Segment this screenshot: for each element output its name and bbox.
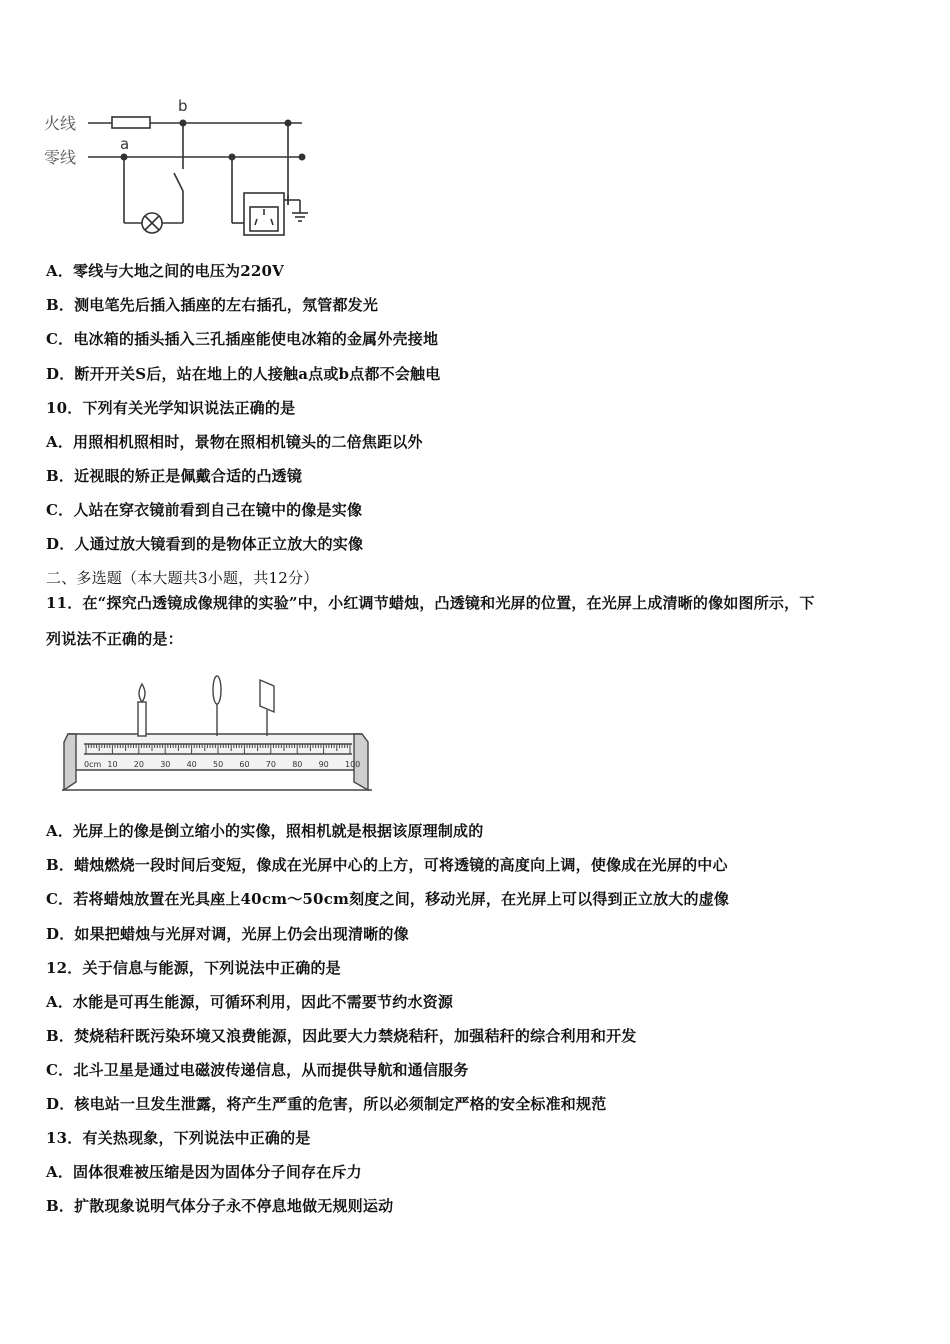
ruler-label: 40	[186, 760, 197, 769]
ruler-label: 0cm	[84, 760, 102, 769]
ruler-label: 10	[107, 760, 118, 769]
q11-stem-line2: 列说法不正确的是：	[46, 630, 183, 648]
ruler-label: 20	[133, 760, 144, 769]
q10-option-b: B．近视眼的矫正是佩戴合适的凸透镜	[46, 467, 303, 485]
q10-option-a: A．用照相机照相时，景物在照相机镜头的二倍焦距以外	[46, 433, 423, 451]
q9-option-a: A．零线与大地之间的电压为220V	[46, 262, 284, 280]
ruler-label: 50	[213, 760, 224, 769]
optical-bench-diagram	[62, 672, 382, 794]
q11-option-c: C．若将蜡烛放置在光具座上40cm～50cm刻度之间，移动光屏，在光屏上可以得到正立放大的虚像	[46, 890, 730, 908]
q11-stem-line1: 11．在“探究凸透镜成像规律的实验”中，小红调节蜡烛，凸透镜和光屏的位置，在光屏上成清晰的像如图所示，下	[46, 594, 815, 612]
section-title: 二、多选题（本大题共3小题，共12分）	[46, 569, 319, 587]
q11-option-a: A．光屏上的像是倒立缩小的实像，照相机就是根据该原理制成的	[46, 822, 484, 840]
ruler-label: 30	[160, 760, 171, 769]
ruler-label: 80	[292, 760, 303, 769]
ruler-label: 90	[318, 760, 329, 769]
ruler-label: 60	[239, 760, 250, 769]
neutral-wire-label: 零线	[44, 148, 77, 167]
q13-stem: 13．有关热现象，下列说法中正确的是	[46, 1129, 311, 1147]
q9-option-d: D．断开开关S后，站在地上的人接触a点或b点都不会触电	[46, 365, 441, 383]
household-circuit-diagram	[40, 95, 320, 245]
live-wire-label: 火线	[44, 114, 77, 133]
q12-option-a: A．水能是可再生能源，可循环利用，因此不需要节约水资源	[46, 993, 454, 1011]
q12-stem: 12．关于信息与能源，下列说法中正确的是	[46, 959, 341, 977]
point-a-label: a	[120, 135, 130, 153]
q12-option-d: D．核电站一旦发生泄露，将产生严重的危害，所以必须制定严格的安全标准和规范	[46, 1095, 607, 1113]
point-b-label: b	[178, 97, 188, 115]
q12-option-b: B．焚烧秸秆既污染环境又浪费能源，因此要大力禁烧秸秆，加强秸秆的综合利用和开发	[46, 1027, 637, 1045]
q10-option-c: C．人站在穿衣镜前看到自己在镜中的像是实像	[46, 501, 363, 519]
q11-option-b: B．蜡烛燃烧一段时间后变短，像成在光屏中心的上方，可将透镜的高度向上调，使像成在光屏的中心	[46, 856, 728, 874]
q12-option-c: C．北斗卫星是通过电磁波传递信息，从而提供导航和通信服务	[46, 1061, 469, 1079]
q9-option-b: B．测电笔先后插入插座的左右插孔，氖管都发光	[46, 296, 379, 314]
q10-option-d: D．人通过放大镜看到的是物体正立放大的实像	[46, 535, 364, 553]
q13-option-b: B．扩散现象说明气体分子永不停息地做无规则运动	[46, 1197, 394, 1215]
q13-option-a: A．固体很难被压缩是因为固体分子间存在斥力	[46, 1163, 362, 1181]
ruler-label: 70	[265, 760, 276, 769]
q9-option-c: C．电冰箱的插头插入三孔插座能使电冰箱的金属外壳接地	[46, 330, 439, 348]
ruler-label: 100	[345, 760, 361, 769]
q10-stem: 10．下列有关光学知识说法正确的是	[46, 399, 296, 417]
q11-option-d: D．如果把蜡烛与光屏对调，光屏上仍会出现清晰的像	[46, 925, 409, 943]
